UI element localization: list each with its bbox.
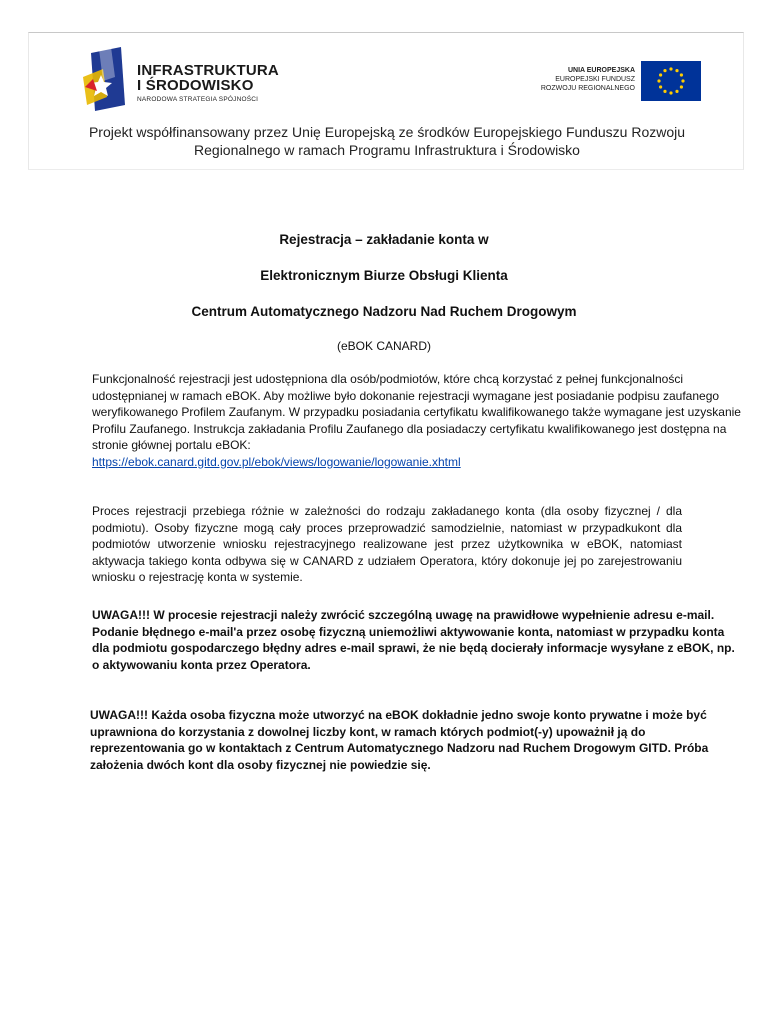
eu-label-line3: ROZWOJU REGIONALNEGO xyxy=(540,85,635,92)
logo-title-line2: I ŚRODOWISKO xyxy=(137,77,254,94)
single-account-warning-paragraph: UWAGA!!! Każda osoba fizyczna może utworzyć na eBOK dokładnie jedno swoje konto prywatne i może być uprawniona do korzystania z dowolnej liczby kont, w ramach których podmiot(-y) upoważnił ją do reprezentowania go w kontaktach z Centrum Automatycznego Nadzoru nad Ruchem Drogowym GITD. Próba założenia dwóch kont dla osoby fizycznej nie powiedzie się. xyxy=(90,708,709,772)
eu-label xyxy=(499,66,635,93)
logo-subtitle: NARODOWA STRATEGIA SPÓJNOŚCI xyxy=(137,96,259,103)
eu-label-line2: EUROPEJSKI FUNDUSZ xyxy=(555,76,635,83)
infrastruktura-logo xyxy=(81,47,291,111)
ebok-login-link[interactable]: https://ebok.canard.gitd.gov.pl/ebok/views/logowanie/logowanie.xhtml xyxy=(92,454,461,469)
header-banner xyxy=(28,32,744,170)
registration-intro-paragraph xyxy=(92,371,742,470)
document-title-line1: Rejestracja – zakładanie konta w xyxy=(279,232,489,247)
cofinancing-caption xyxy=(29,123,745,159)
document-title-line3: Centrum Automatycznego Nadzoru Nad Ruchem Drogowym xyxy=(191,304,577,319)
document-subtitle: (eBOK CANARD) xyxy=(336,339,431,353)
cofinancing-caption-line1: Projekt współfinansowany przez Unię Europejską ze środków Europejskiego Funduszu Rozwoju xyxy=(88,124,686,140)
registration-intro-text: Funkcjonalność rejestracji jest udostępniona dla osób/podmiotów, które chcą korzystać z pełnej funkcjonalności udostępnianej w ramach eBOK. Aby możliwe było dokonanie rejestracji wymagane jest posiadanie podpisu zaufanego weryfikowanego Profilem Zaufanym. W przypadku posiadania certyfikatu kwalifikowanego także wymagane jest uzyskanie Profilu Zaufanego. Instrukcja zakładania Profilu Zaufanego dla posiadaczy certyfikatu kwalifikowanego jest dostępna na stronie głównej portalu eBOK: xyxy=(92,372,741,452)
document-title-line2: Elektronicznym Biurze Obsługi Klienta xyxy=(260,268,508,283)
logo-title-line1: INFRASTRUKTURA xyxy=(137,62,279,79)
eu-label-line1: UNIA EUROPEJSKA xyxy=(567,67,635,74)
email-warning-paragraph: UWAGA!!! W procesie rejestracji należy zwrócić szczególną uwagę na prawidłowe wypełnienie adresu e-mail. Podanie błędnego e-mail'a przez osobę fizyczną uniemożliwi aktywowanie konta, natomiast w przypadku konta dla podmiotu gospodarczego błędny adres e-mail sprawi, że nie będą docierały informacje wysyłane z eBOK, np. o aktywowaniu konta przez Operatora. xyxy=(92,608,735,672)
cofinancing-caption-line2: Regionalnego w ramach Programu Infrastruktura i Środowisko xyxy=(194,142,580,158)
infrastruktura-emblem-icon xyxy=(81,47,127,111)
registration-process-paragraph: Proces rejestracji przebiega różnie w zależności do rodzaju zakładanego konta (dla osoby fizycznej / dla podmiotu). Osoby fizyczne mogą cały proces przeprowadzić samodzielnie, natomiast w przypadkukont dla podmiotów utworzenie wniosku rejestracyjnego realizowane jest przez użytkownika w eBOK, natomiast aktywacja takiego konta odbywa się w CANARD z udziałem Operatora, który dokonuje jej po zarejestrowaniu wniosku o rejestrację konta w systemie. xyxy=(92,504,682,584)
eu-flag-icon xyxy=(641,61,701,101)
